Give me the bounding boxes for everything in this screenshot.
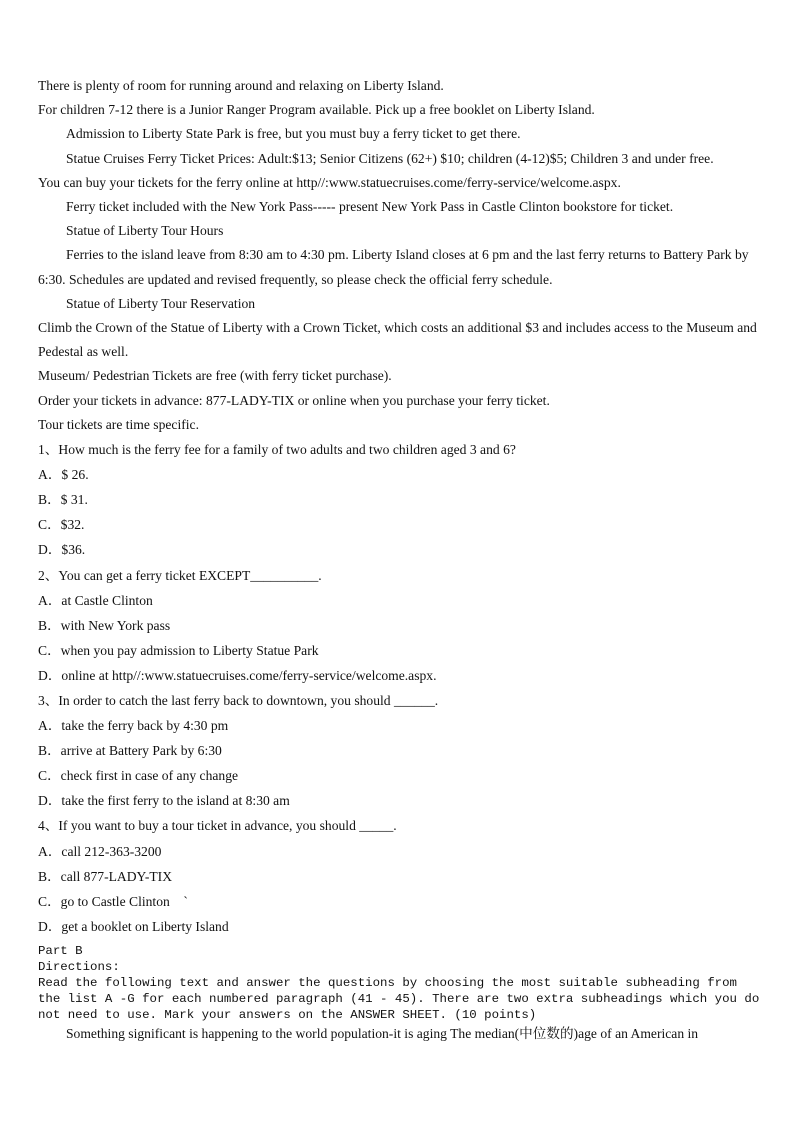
question-stem: 4、If you want to buy a tour ticket in advance, you should _____.: [38, 818, 397, 834]
answer-option: B．$ 31.: [38, 492, 88, 508]
question-4: [38, 813, 760, 938]
passage-paragraph: Ferries to the island leave from 8:30 am to 4:30 pm. Liberty Island closes at 6 pm and the last ferry returns to Battery Park by 6:30. Schedules are updated and revised frequently, so please check the official ferry schedule.: [38, 247, 749, 287]
passage-paragraph: Museum/ Pedestrian Tickets are free (with ferry ticket purchase).: [38, 368, 392, 384]
answer-option: C．check first in case of any change: [38, 768, 239, 784]
passage-first-line: Something significant is happening to the world population-it is aging The median(中位数的)age of an American in: [66, 1025, 699, 1041]
question-stem: 2、You can get a ferry ticket EXCEPT__________.: [38, 567, 322, 583]
question-list: [38, 437, 760, 939]
answer-option: D．$36.: [38, 542, 86, 558]
question-1: [38, 437, 760, 562]
part-b-section: [38, 943, 760, 1045]
answer-option: A．at Castle Clinton: [38, 592, 153, 608]
answer-option: B．with New York pass: [38, 617, 171, 633]
answer-option: A．take the ferry back by 4:30 pm: [38, 718, 229, 734]
ticket-prices: Statue Cruises Ferry Ticket Prices: Adult:$13; Senior Citizens (62+) $10; children (4-12)$5; Children 3 and under free.: [66, 150, 714, 166]
passage-paragraph: Ferry ticket included with the New York Pass----- present New York Pass in Castle Clinton bookstore for ticket.: [66, 199, 674, 215]
part-b-heading: Part B: [38, 943, 83, 958]
answer-option: C．when you pay admission to Liberty Statue Park: [38, 642, 319, 658]
question-3: [38, 688, 760, 813]
passage-paragraph: Climb the Crown of the Statue of Liberty with a Crown Ticket, which costs an additional $3 and includes access to the Museum and Pedestal as well.: [38, 320, 757, 360]
directions-text: Read the following text and answer the questions by choosing the most suitable subheading from the list A -G for each numbered paragraph (41 - 45). There are two extra subheadings which you do not need to use. Mark your answers on the ANSWER SHEET. (10 points): [38, 975, 760, 1022]
question-stem: 1、How much is the ferry fee for a family of two adults and two children aged 3 and 6?: [38, 442, 516, 458]
question-stem: 3、In order to catch the last ferry back to downtown, you should ______.: [38, 692, 439, 708]
directions-label: Directions:: [38, 959, 120, 974]
answer-option: C．$32.: [38, 517, 85, 533]
answer-option: D．online at http//:www.statuecruises.come/ferry-service/welcome.aspx.: [38, 667, 437, 683]
passage-paragraph: Order your tickets in advance: 877-LADY-TIX or online when you purchase your ferry ticket.: [38, 392, 550, 408]
answer-option: B．arrive at Battery Park by 6:30: [38, 743, 222, 759]
document-page: [38, 74, 760, 1045]
reading-passage: [38, 74, 760, 437]
passage-paragraph: Admission to Liberty State Park is free, but you must buy a ferry ticket to get there.: [66, 126, 521, 142]
answer-option: D．take the first ferry to the island at 8:30 am: [38, 793, 290, 809]
section-heading-tour-hours: Statue of Liberty Tour Hours: [66, 223, 224, 239]
answer-option: C．go to Castle Clinton `: [38, 893, 188, 909]
question-2: [38, 563, 760, 688]
answer-option: A．call 212-363-3200: [38, 843, 162, 859]
answer-option: D．get a booklet on Liberty Island: [38, 918, 229, 934]
passage-paragraph: Tour tickets are time specific.: [38, 416, 199, 432]
answer-option: A．$ 26.: [38, 467, 89, 483]
passage-paragraph: For children 7-12 there is a Junior Ranger Program available. Pick up a free booklet on Liberty Island.: [38, 102, 595, 118]
section-heading-tour-reservation: Statue of Liberty Tour Reservation: [66, 295, 256, 311]
passage-paragraph: You can buy your tickets for the ferry online at http//:www.statuecruises.come/ferry-service/welcome.aspx.: [38, 174, 621, 190]
passage-paragraph: There is plenty of room for running around and relaxing on Liberty Island.: [38, 78, 444, 93]
answer-option: B．call 877-LADY-TIX: [38, 868, 173, 884]
